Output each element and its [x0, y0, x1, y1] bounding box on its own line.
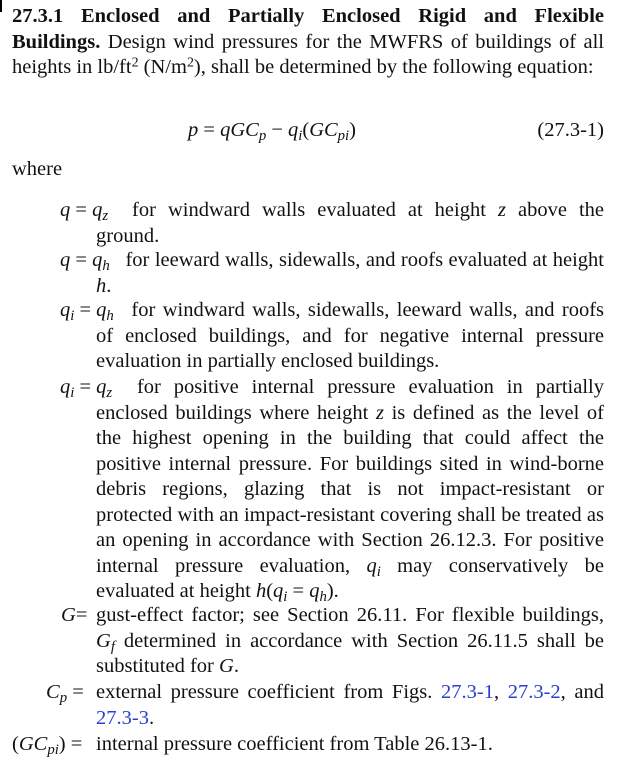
definition-text: gust-effect factor; see Section 26.11. For flexible buildings, $G_f$ determined in accordance with Section 26.11.5 shall be substituted for G.: [96, 604, 604, 677]
intro-text: Design wind pressures for the MWFRS of buildings of all heights in lb/ft: [12, 30, 604, 78]
figure-link-27-3-3[interactable]: 27.3-3: [96, 706, 149, 729]
definition-text: external pressure coefficient from Figs. 27.3-1, 27.3-2, and 27.3-3.: [96, 681, 605, 729]
definition-symbol: $q_i = q_h$: [60, 299, 114, 325]
definition-qi-enclosed: [0, 298, 604, 376]
equation-number: (27.3-1): [537, 119, 604, 141]
figure-link-27-3-2[interactable]: 27.3-2: [507, 681, 561, 703]
equation-body: $p = qGC_p - q_i(GC_{pi})$: [188, 119, 356, 145]
unit-text: (N/m: [138, 56, 187, 78]
unit-exponent: 2: [186, 55, 194, 71]
definition-symbol: $q = q_z$: [60, 199, 109, 225]
definition-symbol: $q = q_h$: [60, 249, 110, 275]
intro-text: ), shall be determined by the following equation:: [193, 56, 594, 78]
figure-link-27-3-1[interactable]: 27.3-1: [441, 681, 494, 703]
section-title: Enclosed and Partially Enclosed Rigid and Flexible Buildings.: [12, 5, 605, 53]
definition-text: internal pressure coefficient from Table 26.13-1.: [96, 733, 493, 755]
definition-G: [0, 603, 604, 681]
unit-exponent: 2: [131, 55, 139, 71]
definition-text: for leeward walls, sidewalls, and roofs evaluated at height h.: [96, 249, 604, 297]
equation-27-3-1: [0, 118, 604, 146]
definition-symbol: G=: [61, 604, 88, 626]
definition-GCpi: [0, 732, 604, 760]
section-intro: [12, 4, 604, 81]
definition-qi-partially-enclosed: [0, 375, 604, 605]
definition-symbol: $C_p$ =: [46, 681, 84, 707]
definition-text: for positive internal pressure evaluation in partially enclosed buildings where height z is defined as the level of the highest opening in the building that could affect the positive internal pressure. For buildings sited in wind-borne debris regions, glazing that is not impact-resistant or protected with an impact-resistant covering shall be treated as an opening in accordance with Section 26.12.3. For positive internal pressure evaluation, $q_i$ may conservatively be evaluated at height $h(q_i = q_h)$.: [96, 376, 604, 606]
section-number: 27.3.1: [12, 5, 64, 27]
definition-symbol: $(GC_{pi})$ =: [12, 733, 83, 759]
definition-q-leeward: [0, 248, 604, 300]
definition-q-windward: [0, 198, 604, 250]
definition-text: for windward walls, sidewalls, leeward walls, and roofs of enclosed buildings, and for negative internal pressure evaluation in partially enclosed buildings.: [96, 299, 604, 372]
where-label: where: [12, 158, 63, 180]
margin-marker: [0, 0, 2, 12]
definition-symbol: $q_i = q_z$: [60, 376, 113, 402]
definition-text: for windward walls evaluated at height z above the ground.: [96, 199, 604, 247]
definition-Cp: [0, 680, 604, 732]
